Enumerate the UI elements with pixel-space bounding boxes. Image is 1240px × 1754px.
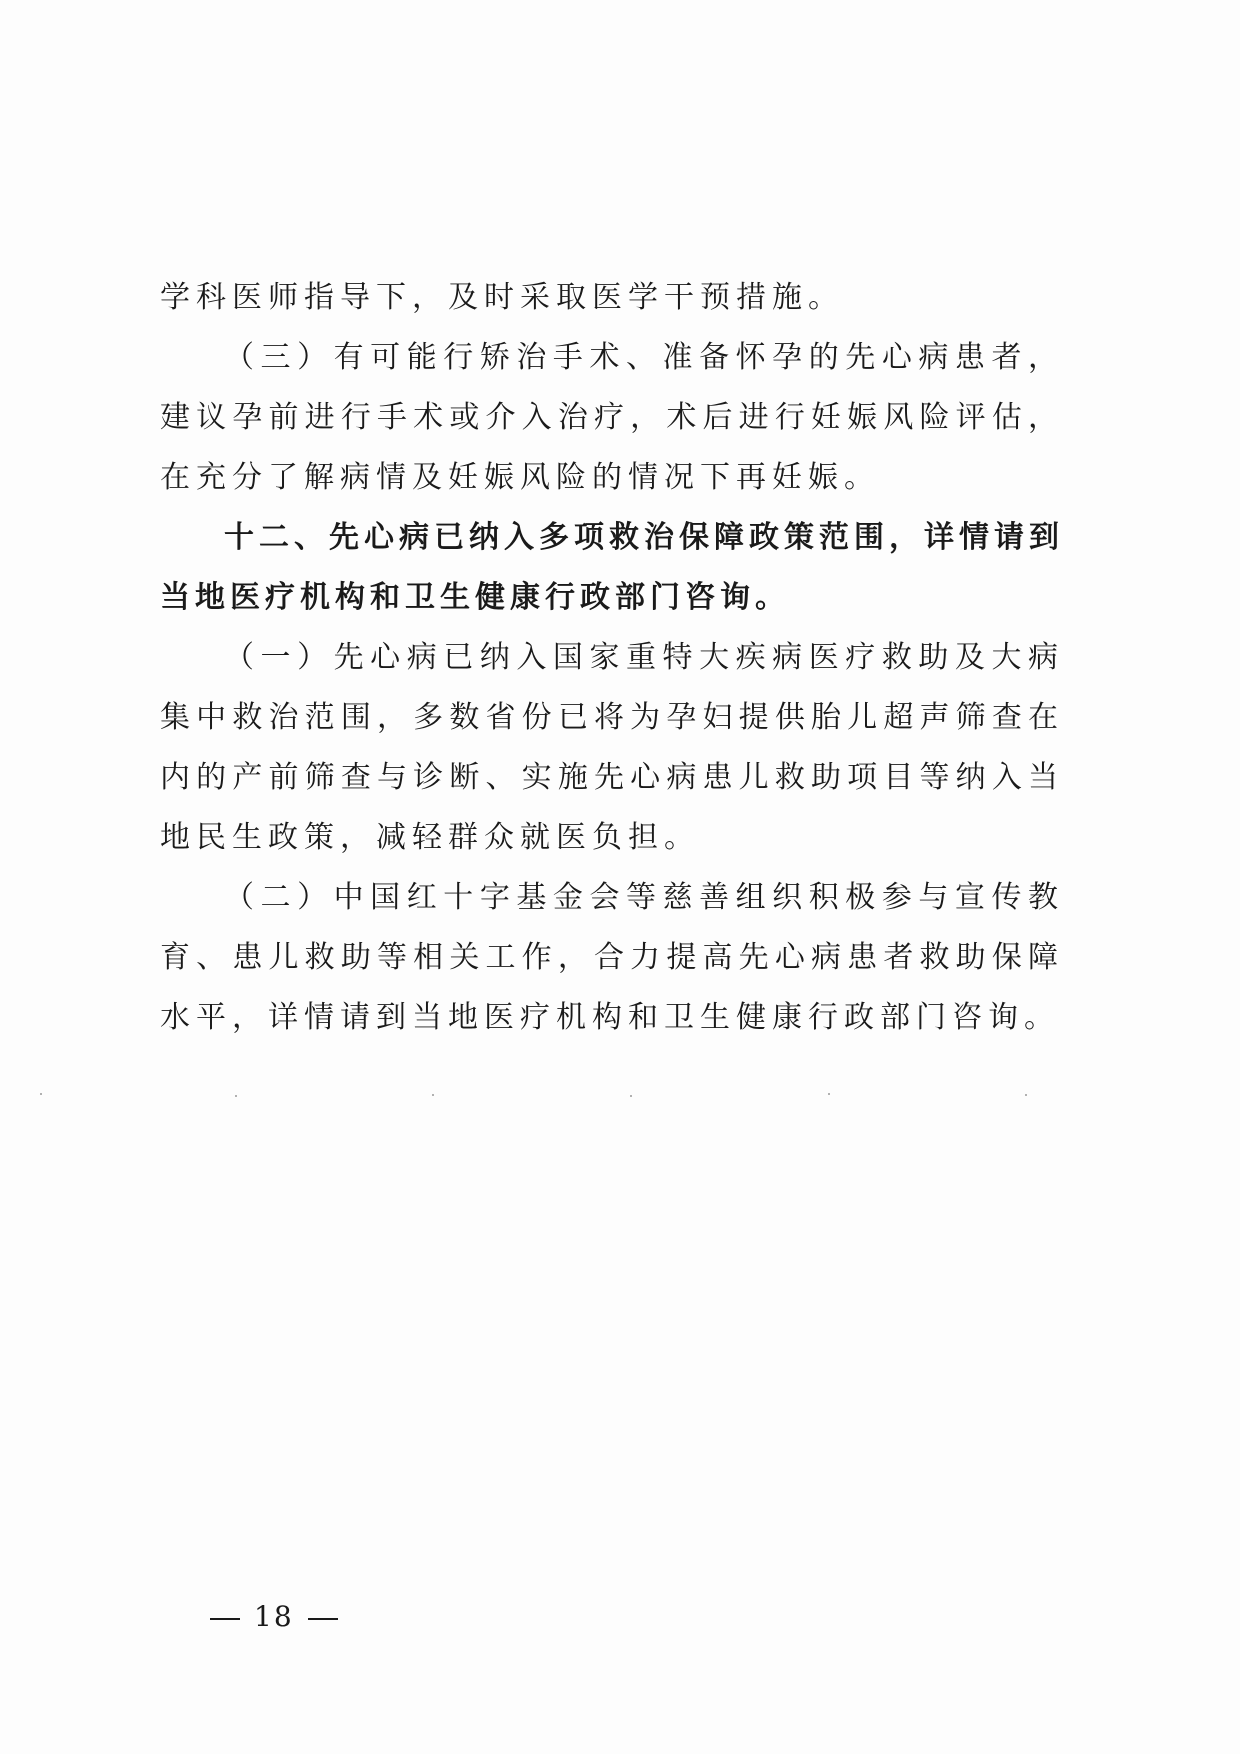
scan-dot: [630, 1095, 632, 1097]
document-body: [160, 268, 1064, 1048]
scan-dot: [828, 1093, 830, 1095]
scan-dot: [40, 1093, 42, 1095]
scan-dot: [432, 1094, 434, 1096]
page-number: 18: [254, 1600, 294, 1633]
paragraph-item-one: （一）先心病已纳入国家重特大疾病医疗救助及大病集中救治范围，多数省份已将为孕妇提供胎儿超声筛查在内的产前筛查与诊断、实施先心病患儿救助项目等纳入当地民生政策，减轻群众就医负担。: [160, 640, 1064, 855]
page-number-footer: [196, 1600, 352, 1633]
scan-dot: [235, 1095, 237, 1097]
paragraph-item-two: （二）中国红十字基金会等慈善组织积极参与宣传教育、患儿救助等相关工作，合力提高先心病患者救助保障水平，详情请到当地医疗机构和卫生健康行政部门咨询。: [160, 880, 1064, 1035]
paragraph-item-three: （三）有可能行矫治手术、准备怀孕的先心病患者，建议孕前进行手术或介入治疗，术后进行妊娠风险评估，在充分了解病情及妊娠风险的情况下再妊娠。: [160, 340, 1064, 495]
paragraph-continuation: 学科医师指导下，及时采取医学干预措施。: [160, 280, 844, 315]
section-heading-twelve: 十二、先心病已纳入多项救治保障政策范围，详情请到当地医疗机构和卫生健康行政部门咨询。: [160, 520, 1064, 615]
scan-dot-line: [40, 1093, 1200, 1097]
scan-dot: [1025, 1094, 1027, 1096]
dash-right: [308, 1618, 338, 1620]
dash-left: [210, 1618, 240, 1620]
